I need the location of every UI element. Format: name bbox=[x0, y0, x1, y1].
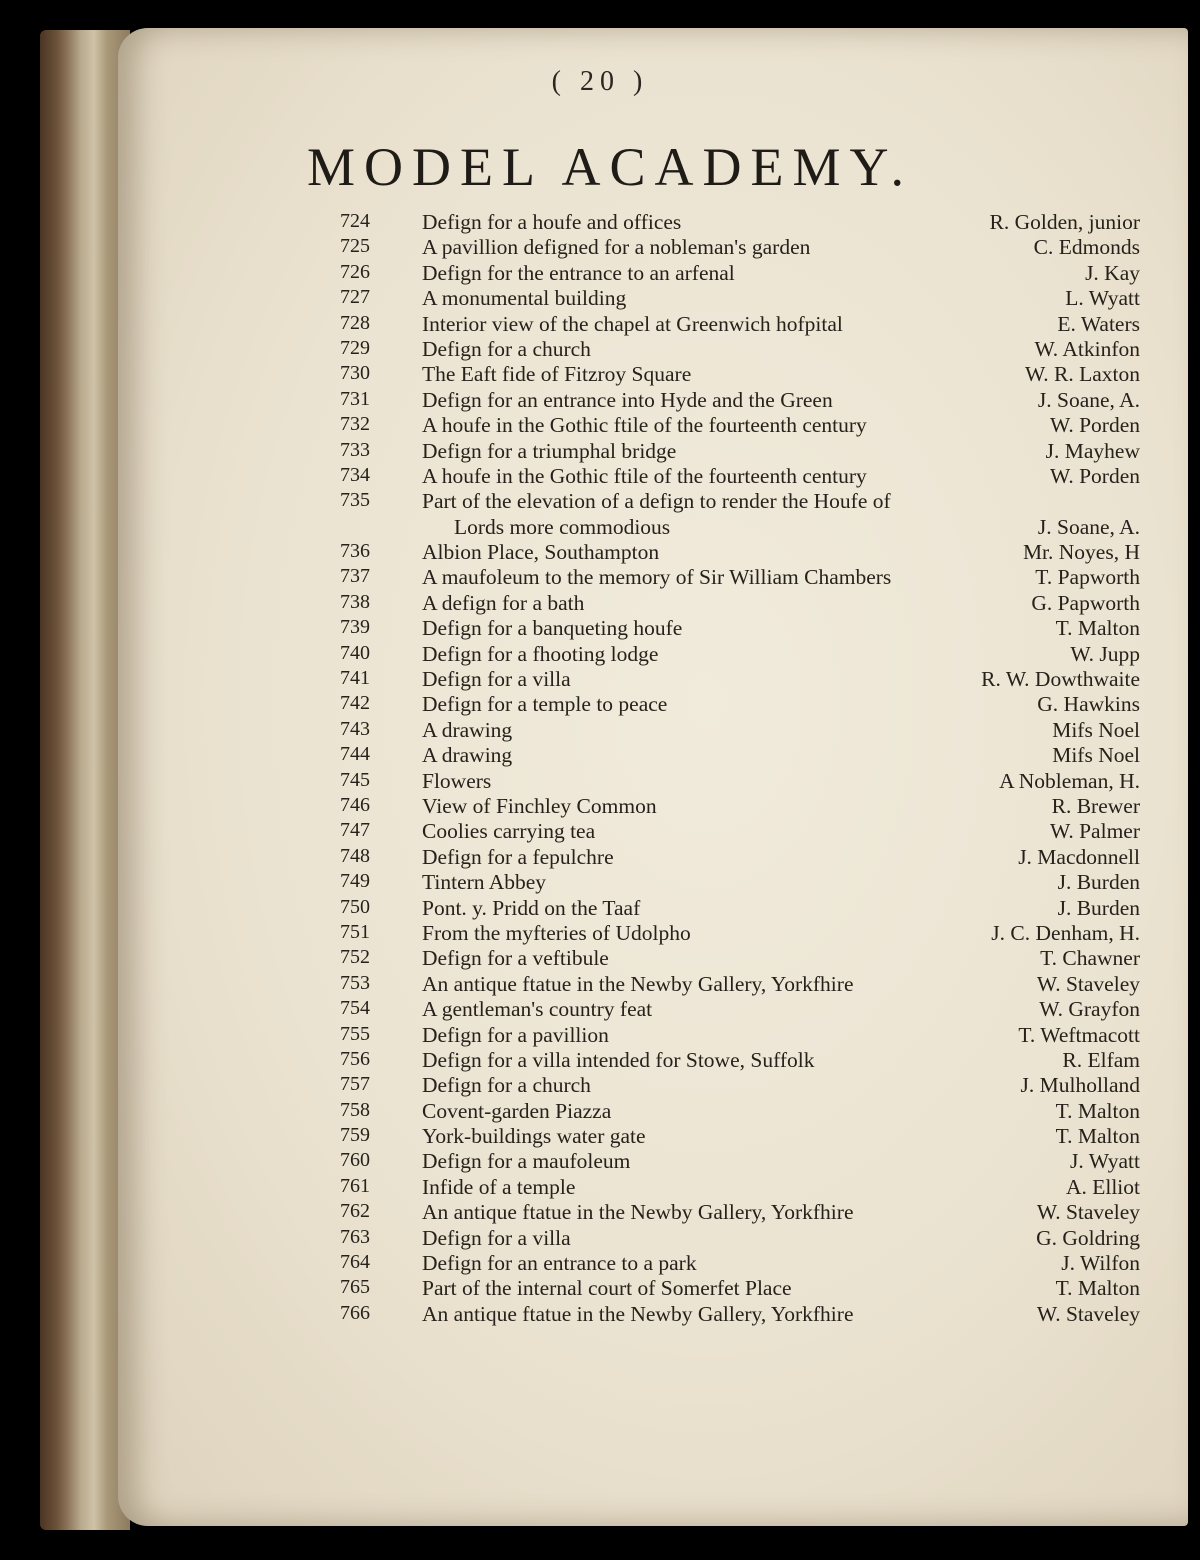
entry-title: Coolies carrying tea bbox=[422, 819, 596, 844]
entry-title: Defign for a villa intended for Stowe, Suffolk bbox=[422, 1047, 815, 1072]
catalogue-entry bbox=[340, 819, 1140, 844]
entry-title: Defign for a maufoleum bbox=[422, 1149, 631, 1174]
entry-artist: G. Papworth bbox=[1031, 590, 1140, 615]
entry-number: 764 bbox=[340, 1251, 370, 1274]
entry-number: 744 bbox=[340, 743, 370, 766]
entry-number: 737 bbox=[340, 565, 370, 588]
entry-title: Defign for an entrance to a park bbox=[422, 1251, 697, 1276]
entry-title: An antique ftatue in the Newby Gallery, Yorkfhire bbox=[422, 1301, 854, 1326]
entry-number: 736 bbox=[340, 540, 370, 563]
entry-artist: W. Porden bbox=[1050, 463, 1140, 488]
entry-artist: W. Staveley bbox=[1036, 971, 1140, 996]
entry-number: 726 bbox=[340, 260, 370, 283]
entry-number: 750 bbox=[340, 895, 370, 918]
entry-artist: G. Hawkins bbox=[1037, 692, 1140, 717]
entry-title: A gentleman's country feat bbox=[422, 997, 653, 1022]
entry-number: 739 bbox=[340, 616, 370, 639]
entry-title: Flowers bbox=[422, 768, 492, 793]
catalogue-entry bbox=[340, 692, 1140, 717]
book-fore-edge bbox=[40, 30, 130, 1530]
catalogue-entry bbox=[340, 997, 1140, 1022]
entry-number: 751 bbox=[340, 920, 370, 943]
entry-artist: R. Golden, junior bbox=[989, 210, 1140, 234]
catalogue-entry bbox=[340, 1149, 1140, 1174]
entry-artist: W. R. Laxton bbox=[1024, 362, 1140, 387]
entry-number: 729 bbox=[340, 336, 370, 359]
entry-artist: T. Malton bbox=[1055, 1098, 1140, 1123]
entry-artist: A Nobleman, H. bbox=[999, 768, 1140, 793]
entry-number: 763 bbox=[340, 1225, 370, 1248]
catalogue-entry bbox=[340, 743, 1140, 768]
catalogue-entry bbox=[340, 769, 1140, 794]
entry-number: 730 bbox=[340, 362, 370, 385]
entry-title: Defign for a fhooting lodge bbox=[422, 641, 659, 666]
catalogue-entries bbox=[340, 210, 1140, 1327]
catalogue-entry bbox=[340, 337, 1140, 362]
catalogue-entry bbox=[340, 464, 1140, 489]
catalogue-entry bbox=[340, 642, 1140, 667]
entry-artist: Mifs Noel bbox=[1052, 743, 1140, 768]
entry-artist: J. Wyatt bbox=[1070, 1149, 1140, 1174]
entry-number: 743 bbox=[340, 717, 370, 740]
entry-artist: J. Soane, A. bbox=[1037, 514, 1140, 539]
entry-artist: J. Wilfon bbox=[1061, 1251, 1140, 1276]
entry-artist: W. Grayfon bbox=[1039, 997, 1140, 1022]
entry-number: 758 bbox=[340, 1098, 370, 1121]
page-heading: MODEL ACADEMY. bbox=[306, 137, 914, 197]
entry-number: 766 bbox=[340, 1301, 370, 1324]
entry-artist: Mifs Noel bbox=[1052, 717, 1140, 742]
entry-title: An antique ftatue in the Newby Gallery, Yorkfhire bbox=[422, 1200, 854, 1225]
entry-artist: W. Palmer bbox=[1050, 819, 1140, 844]
entry-number: 765 bbox=[340, 1276, 370, 1299]
catalogue-entry bbox=[340, 616, 1140, 641]
entry-number: 724 bbox=[340, 210, 370, 232]
entry-title: Defign for a triumphal bridge bbox=[422, 438, 677, 463]
entry-title: Defign for a banqueting houfe bbox=[422, 616, 683, 641]
entry-title: The Eaft fide of Fitzroy Square bbox=[422, 362, 692, 387]
entry-title: A houfe in the Gothic ftile of the fourteenth century bbox=[422, 413, 867, 438]
entry-number: 747 bbox=[340, 819, 370, 842]
entry-artist: J. Macdonnell bbox=[1018, 844, 1140, 869]
entry-title: Lords more commodious bbox=[454, 514, 671, 539]
catalogue-entry bbox=[340, 1073, 1140, 1098]
entry-title: Part of the internal court of Somerfet Place bbox=[422, 1276, 792, 1301]
entry-title: Defign for a church bbox=[422, 1073, 591, 1098]
entry-title: Pont. y. Pridd on the Taaf bbox=[422, 895, 641, 920]
catalogue-entry bbox=[340, 235, 1140, 260]
catalogue-entry bbox=[340, 591, 1140, 616]
catalogue-entry bbox=[340, 1251, 1140, 1276]
entry-number: 738 bbox=[340, 590, 370, 613]
entry-artist: T. Malton bbox=[1055, 616, 1140, 641]
entry-title: Defign for a fepulchre bbox=[422, 844, 614, 869]
entry-title: Defign for a pavillion bbox=[422, 1022, 609, 1047]
entry-artist: W. Jupp bbox=[1070, 641, 1140, 666]
catalogue-entry bbox=[340, 540, 1140, 565]
entry-title: A houfe in the Gothic ftile of the fourteenth century bbox=[422, 463, 867, 488]
entry-title: Part of the elevation of a defign to render the Houfe of bbox=[422, 489, 891, 514]
entry-number: 754 bbox=[340, 997, 370, 1020]
entry-title: View of Finchley Common bbox=[422, 793, 657, 818]
entry-artist: Mr. Noyes, H bbox=[1022, 540, 1140, 565]
entry-artist: A. Elliot bbox=[1065, 1174, 1140, 1199]
entry-artist: T. Papworth bbox=[1035, 565, 1140, 590]
entry-title: Defign for an entrance into Hyde and the Green bbox=[422, 387, 833, 412]
entry-artist: T. Malton bbox=[1055, 1276, 1140, 1301]
entry-number: 762 bbox=[340, 1200, 370, 1223]
catalogue-entry bbox=[340, 1048, 1140, 1073]
entry-title: Interior view of the chapel at Greenwich hofpital bbox=[422, 311, 843, 336]
entry-number: 725 bbox=[340, 235, 370, 258]
entry-title: From the myfteries of Udolpho bbox=[422, 920, 691, 945]
catalogue-entry bbox=[340, 413, 1140, 438]
entry-title: Infide of a temple bbox=[422, 1174, 576, 1199]
entry-number: 741 bbox=[340, 667, 370, 690]
entry-artist: R. Brewer bbox=[1051, 793, 1140, 818]
catalogue-entry bbox=[340, 565, 1140, 590]
entry-artist: T. Malton bbox=[1055, 1124, 1140, 1149]
entry-artist: C. Edmonds bbox=[1033, 235, 1140, 260]
entry-title: A monumental building bbox=[422, 286, 627, 311]
catalogue-entry bbox=[340, 1276, 1140, 1301]
catalogue-entry bbox=[340, 439, 1140, 464]
entry-artist: W. Staveley bbox=[1036, 1200, 1140, 1225]
entry-artist: W. Porden bbox=[1050, 413, 1140, 438]
entry-number: 748 bbox=[340, 844, 370, 867]
entry-number: 734 bbox=[340, 463, 370, 486]
catalogue-entry bbox=[340, 972, 1140, 997]
entry-number: 733 bbox=[340, 438, 370, 461]
entry-artist: J. C. Denham, H. bbox=[991, 920, 1140, 945]
entry-artist: J. Mayhew bbox=[1045, 438, 1140, 463]
catalogue-entry bbox=[340, 388, 1140, 413]
entry-number: 757 bbox=[340, 1073, 370, 1096]
entry-title: A drawing bbox=[422, 717, 513, 742]
entry-artist: J. Soane, A. bbox=[1037, 387, 1140, 412]
catalogue-entry bbox=[340, 1175, 1140, 1200]
entry-artist: J. Kay bbox=[1085, 260, 1140, 285]
entry-number: 740 bbox=[340, 641, 370, 664]
entry-title: Defign for a villa bbox=[422, 667, 571, 692]
entry-title: Tintern Abbey bbox=[422, 870, 547, 895]
entry-title: Defign for a veftibule bbox=[422, 946, 609, 971]
catalogue-entry bbox=[340, 921, 1140, 946]
entry-artist: T. Weftmacott bbox=[1018, 1022, 1140, 1047]
entry-number: 732 bbox=[340, 413, 370, 436]
catalogue-entry bbox=[340, 845, 1140, 870]
entry-title: An antique ftatue in the Newby Gallery, Yorkfhire bbox=[422, 971, 854, 996]
entry-title: Albion Place, Southampton bbox=[422, 540, 660, 565]
catalogue-entry bbox=[340, 362, 1140, 387]
entry-artist: E. Waters bbox=[1057, 311, 1140, 336]
catalogue-entry bbox=[340, 312, 1140, 337]
entry-title: Covent-garden Piazza bbox=[422, 1098, 612, 1123]
entry-title: A defign for a bath bbox=[422, 590, 585, 615]
entry-number: 735 bbox=[340, 489, 370, 512]
entry-artist: W. Staveley bbox=[1036, 1301, 1140, 1326]
entry-number: 761 bbox=[340, 1174, 370, 1197]
entry-title: A drawing bbox=[422, 743, 513, 768]
entry-artist: J. Burden bbox=[1057, 870, 1140, 895]
entry-title: Defign for a villa bbox=[422, 1225, 571, 1250]
entry-number: 755 bbox=[340, 1022, 370, 1045]
catalogue-entry bbox=[340, 1023, 1140, 1048]
entry-title: A pavillion defigned for a nobleman's garden bbox=[422, 235, 811, 260]
catalogue-entry bbox=[340, 794, 1140, 819]
entry-artist: J. Mulholland bbox=[1020, 1073, 1140, 1098]
entry-artist: T. Chawner bbox=[1040, 946, 1140, 971]
entry-number: 731 bbox=[340, 387, 370, 410]
entry-number: 753 bbox=[340, 971, 370, 994]
catalogue-entry bbox=[340, 489, 1140, 514]
entry-title: York-buildings water gate bbox=[422, 1124, 646, 1149]
entry-title: Defign for a houfe and offices bbox=[422, 210, 682, 234]
entry-number: 728 bbox=[340, 311, 370, 334]
entry-number: 756 bbox=[340, 1047, 370, 1070]
catalogue-entry bbox=[340, 946, 1140, 971]
catalogue-entry bbox=[340, 718, 1140, 743]
entry-title: A maufoleum to the memory of Sir William Chambers bbox=[422, 565, 892, 590]
entry-title: Defign for a temple to peace bbox=[422, 692, 668, 717]
entry-title: Defign for the entrance to an arfenal bbox=[422, 260, 735, 285]
entry-artist: R. W. Dowthwaite bbox=[981, 667, 1140, 692]
catalogue-entry bbox=[340, 667, 1140, 692]
entry-artist: W. Atkinfon bbox=[1034, 336, 1140, 361]
entry-artist: L. Wyatt bbox=[1065, 286, 1140, 311]
catalogue-entry bbox=[340, 210, 1140, 235]
entry-artist: R. Elfam bbox=[1062, 1047, 1140, 1072]
entry-artist: J. Burden bbox=[1057, 895, 1140, 920]
catalogue-entry bbox=[340, 1226, 1140, 1251]
catalogue-entry bbox=[340, 1302, 1140, 1327]
entry-number: 749 bbox=[340, 870, 370, 893]
catalogue-entry bbox=[340, 1200, 1140, 1225]
entry-artist: G. Goldring bbox=[1036, 1225, 1140, 1250]
catalogue-entry bbox=[340, 286, 1140, 311]
catalogue-entry bbox=[340, 261, 1140, 286]
entry-number: 745 bbox=[340, 768, 370, 791]
entry-number: 742 bbox=[340, 692, 370, 715]
entry-number: 727 bbox=[340, 286, 370, 309]
catalogue-entry bbox=[340, 1124, 1140, 1149]
entry-number: 760 bbox=[340, 1149, 370, 1172]
entry-number: 752 bbox=[340, 946, 370, 969]
catalogue-entry bbox=[340, 870, 1140, 895]
catalogue-entry bbox=[340, 1099, 1140, 1124]
entry-number: 759 bbox=[340, 1124, 370, 1147]
page-number: ( 20 ) bbox=[551, 66, 649, 97]
entry-number: 746 bbox=[340, 793, 370, 816]
entry-title: Defign for a church bbox=[422, 336, 591, 361]
catalogue-entry bbox=[340, 896, 1140, 921]
catalogue-entry bbox=[340, 515, 1140, 540]
